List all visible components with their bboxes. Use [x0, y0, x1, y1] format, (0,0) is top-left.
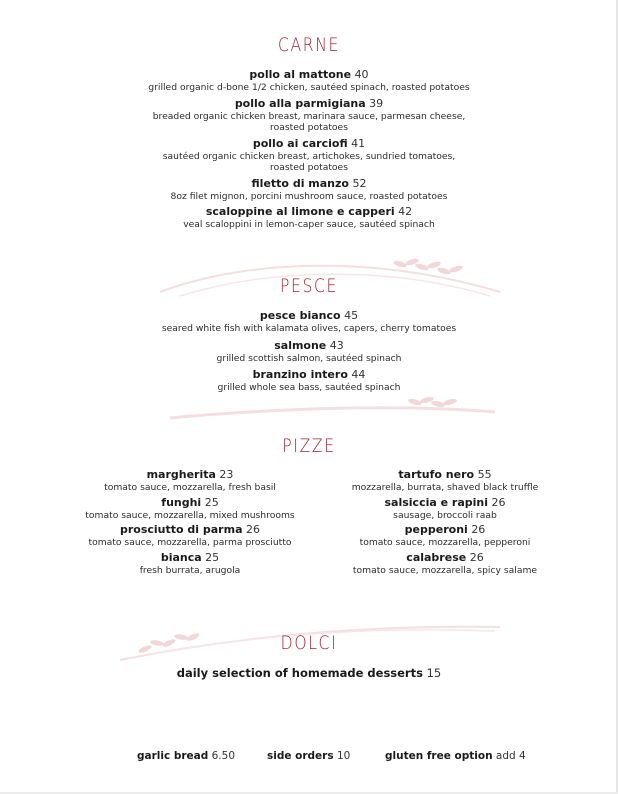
menu-item: [0, 338, 618, 365]
menu-item-line: [0, 338, 618, 353]
menu-item-description: roasted potatoes: [270, 162, 348, 173]
menu-item-description: tomato sauce, mozzarella, fresh basil: [104, 482, 276, 493]
menu-item-line: [0, 176, 618, 191]
pizze-left-column: [70, 467, 310, 577]
footer-side-orders: [267, 749, 350, 763]
menu-item-name: salmone: [274, 338, 327, 352]
menu-item: [0, 666, 618, 681]
footer-garlic-bread: [137, 749, 235, 763]
gluten-free-label: gluten free option: [385, 750, 493, 762]
menu-item: [320, 467, 570, 494]
menu-item-description: grilled organic d-bone 1/2 chicken, sautéed spinach, roasted potatoes: [148, 82, 470, 93]
menu-item-name: filetto di manzo: [251, 176, 349, 190]
menu-item-description: grilled scottish salmon, sautéed spinach: [216, 352, 402, 364]
menu-item-name: scaloppine al limone e capperi: [205, 205, 395, 218]
menu-item: [0, 176, 618, 203]
menu-item-price: 42: [398, 205, 413, 218]
menu-item-description: seared white fish with kalamata olives, capers, cherry tomatoes: [161, 323, 457, 334]
side-orders-price: 10: [336, 750, 351, 762]
menu-item-name: margherita: [146, 468, 216, 481]
menu-item-line: [320, 522, 570, 537]
menu-item-description: roasted potatoes: [270, 122, 348, 133]
pizze-right-column: [320, 467, 570, 577]
menu-item-name: prosciutto di parma: [119, 523, 243, 536]
menu-item: [320, 522, 570, 549]
menu-item-description: mozzarella, burrata, shaved black truffle: [351, 482, 539, 493]
menu-item-description: breaded organic chicken breast, marinara sauce, parmesan cheese,: [152, 110, 466, 122]
menu-item-line: [70, 550, 310, 565]
menu-item-line: [0, 96, 618, 111]
menu-item-name: tartufo nero: [398, 468, 475, 481]
menu-item-price: 26: [491, 495, 506, 509]
section-title-pesce: PESCE: [279, 275, 339, 297]
menu-item-name: pesce bianco: [259, 309, 341, 322]
menu-item-description: tomato sauce, mozzarella, mixed mushrooms: [85, 509, 295, 521]
menu-item-line: [320, 495, 570, 510]
menu-item: [70, 550, 310, 577]
menu-item-line: [0, 367, 618, 382]
menu-item-description: sausage, broccoli raab: [393, 509, 497, 521]
menu-item-line: [0, 136, 618, 151]
menu-item-name: pepperoni: [404, 523, 468, 536]
footer-gluten-free: [385, 749, 526, 763]
menu-item-description: tomato sauce, mozzarella, pepperoni: [359, 537, 531, 548]
menu-item-line: [320, 550, 570, 565]
menu-item-description: fresh burrata, arugola: [139, 564, 241, 576]
menu-item-price: 26: [246, 523, 260, 536]
menu-item-line: [0, 67, 618, 82]
menu-item-line: [70, 467, 310, 482]
menu-item-name: daily selection of homemade desserts: [176, 666, 423, 680]
menu-item-description: tomato sauce, mozzarella, spicy salame: [352, 564, 538, 576]
menu-item-name: bianca: [160, 550, 202, 564]
menu-item-price: 40: [354, 68, 369, 81]
section-title-dolci: DOLCI: [280, 632, 338, 654]
pesce-list: [0, 308, 618, 397]
menu-item-name: pollo al mattone: [249, 68, 352, 81]
menu-item-name: pollo ai carciofi: [252, 136, 348, 150]
menu-item-line: [70, 495, 310, 510]
menu-item: [0, 96, 618, 134]
menu-item-line: [320, 467, 570, 482]
menu-item-line: [70, 522, 310, 537]
menu-item-name: salsiccia e rapini: [384, 495, 488, 509]
menu-item-price: 26: [471, 523, 486, 536]
side-orders-label: side orders: [267, 750, 334, 762]
section-title-pizze: PIZZE: [282, 435, 336, 457]
menu-item-description: veal scaloppini in lemon-caper sauce, sautéed spinach: [183, 219, 435, 230]
menu-item-line: [0, 666, 618, 681]
menu-item-price: 45: [344, 309, 359, 322]
menu-item-line: [0, 204, 618, 219]
menu-item: [320, 495, 570, 522]
menu-item-description: 8oz filet mignon, porcini mushroom sauce, roasted potatoes: [170, 190, 448, 202]
garlic-bread-price: 6.50: [211, 750, 236, 762]
menu-item-description: tomato sauce, mozzarella, parma prosciutto: [88, 537, 292, 548]
dolci-list: [0, 666, 618, 681]
menu-item-name: branzino intero: [252, 368, 348, 381]
menu-item: [0, 136, 618, 174]
menu-item-description: grilled whole sea bass, sautéed spinach: [217, 382, 401, 393]
menu-item-description: sautéed organic chicken breast, artichokes, sundried tomatoes,: [162, 150, 456, 162]
menu-item: [0, 308, 618, 335]
menu-item-price: 15: [426, 666, 442, 680]
menu-item-price: 39: [369, 96, 384, 110]
menu-item-price: 55: [477, 468, 492, 481]
menu-item-price: 25: [204, 495, 219, 509]
menu-item-name: pollo alla parmigiana: [234, 96, 366, 110]
menu-item: [70, 467, 310, 494]
gluten-free-price: add 4: [495, 750, 526, 762]
menu-item-price: 41: [351, 136, 366, 150]
carne-list: [0, 67, 618, 233]
menu-item-price: 26: [469, 550, 484, 564]
section-title-carne: CARNE: [277, 34, 341, 56]
menu-item: [0, 204, 618, 231]
menu-item-name: funghi: [161, 495, 202, 509]
menu-item: [0, 67, 618, 94]
menu-item-name: calabrese: [406, 550, 467, 564]
menu-item: [0, 367, 618, 394]
menu-item-price: 43: [329, 338, 344, 352]
menu-item-price: 23: [219, 468, 234, 481]
menu-item-price: 44: [351, 368, 366, 381]
menu-item-price: 52: [352, 176, 367, 190]
menu-item: [70, 495, 310, 522]
garlic-bread-label: garlic bread: [137, 750, 209, 762]
menu-item-price: 25: [205, 550, 220, 564]
footer-extras: [0, 749, 618, 765]
menu-item: [70, 522, 310, 549]
menu-item: [320, 550, 570, 577]
menu-item-line: [0, 308, 618, 323]
